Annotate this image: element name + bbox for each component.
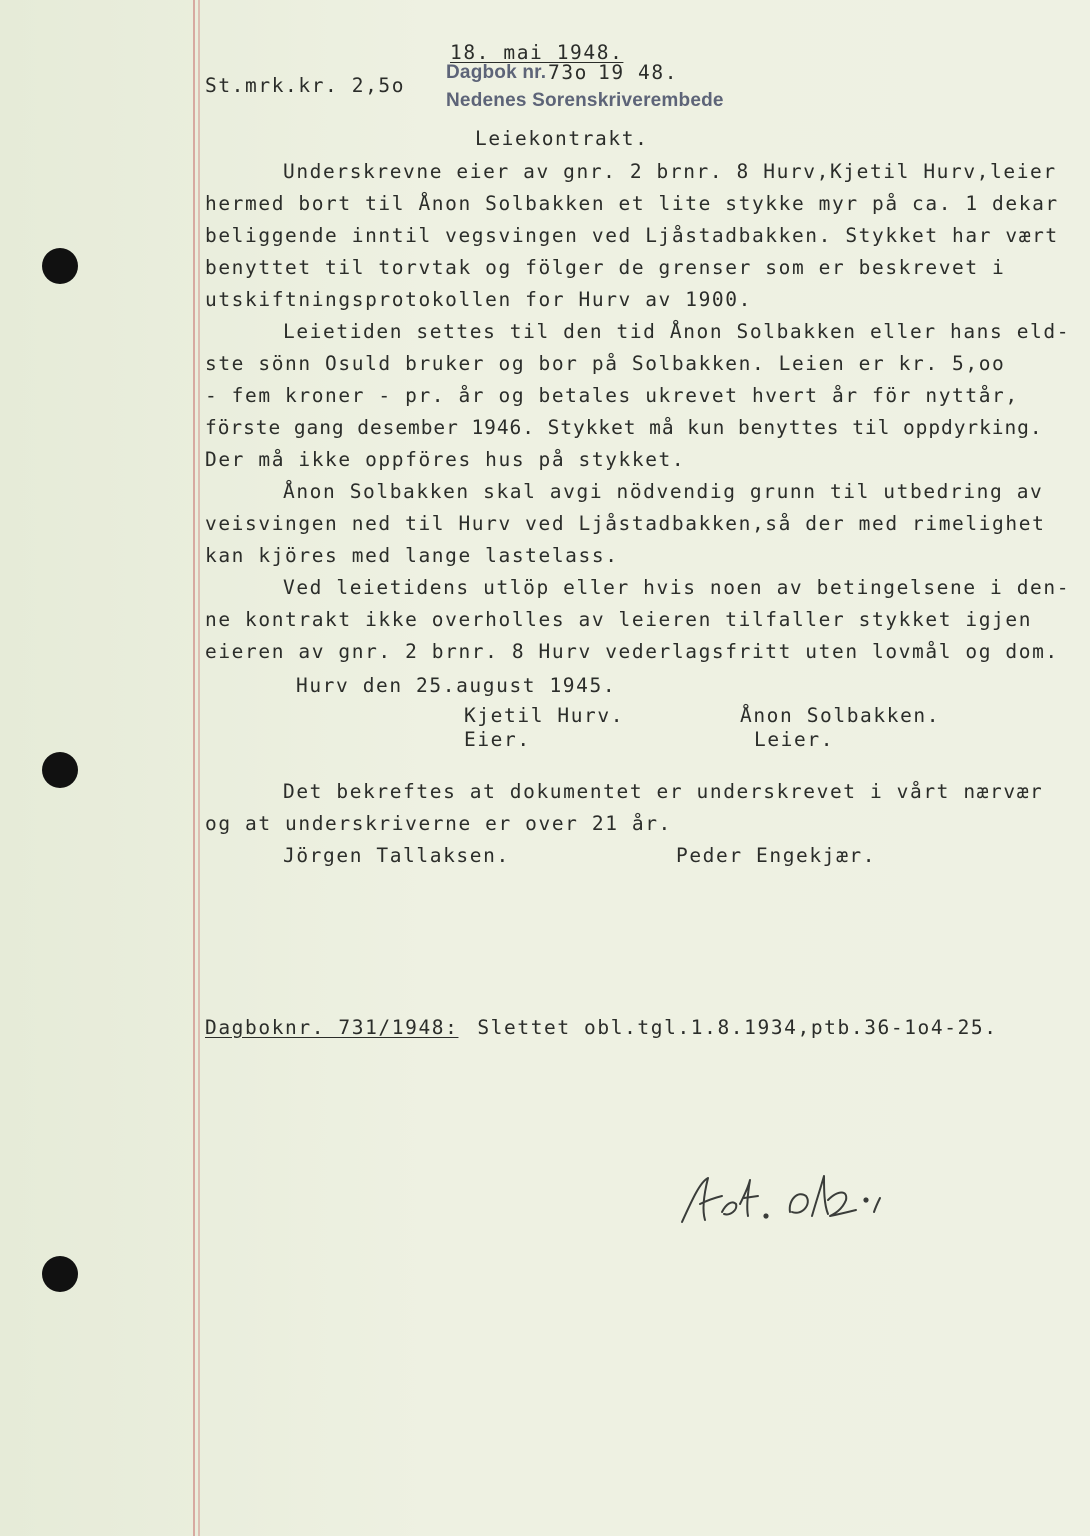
journal-year: 19 48. [598, 61, 679, 84]
journal-number: 73o [548, 61, 589, 84]
registration-date: 18. mai 1948. [450, 41, 624, 64]
journal-label: Dagbok nr. [446, 62, 547, 83]
owner-name: Kjetil Hurv. [464, 704, 625, 727]
body-line: - fem kroner - pr. år og betales ukrevet hvert år för nyttår, [205, 384, 1019, 407]
note-text: Slettet obl.tgl.1.8.1934,ptb.36-1o4-25. [464, 1016, 998, 1039]
place-date: Hurv den 25.august 1945. [296, 674, 617, 697]
body-line: beliggende inntil vegsvingen ved Ljåstadbakken. Stykket har vært [205, 224, 1059, 247]
body-line: benyttet til torvtak og fölger de grenser som er beskrevet i [205, 256, 1006, 279]
body-line: Leietiden settes til den tid Ånon Solbakken eller hans eld- [283, 320, 1071, 343]
body-line: Ved leietidens utlöp eller hvis noen av betingelsene i den- [283, 576, 1071, 599]
body-line: Underskrevne eier av gnr. 2 brnr. 8 Hurv,Kjetil Hurv,leier [283, 160, 1057, 183]
office-stamp: Nedenes Sorenskriverembede [446, 90, 724, 111]
punch-hole-icon [42, 1256, 78, 1292]
body-line: utskiftningsprotokollen for Hurv av 1900. [205, 288, 752, 311]
body-line: Ånon Solbakken skal avgi nödvendig grunn til utbedring av [283, 480, 1044, 503]
body-line: förste gang desember 1946. Stykket må kun benyttes til oppdyrking. [205, 416, 1043, 439]
body-line: veisvingen ned til Hurv ved Ljåstadbakken,så der med rimelighet [205, 512, 1046, 535]
note-reference: Dagboknr. 731/1948: [205, 1016, 459, 1039]
handwritten-signature [678, 1160, 928, 1240]
body-line: ne kontrakt ikke overholles av leieren tilfaller stykket igjen [205, 608, 1033, 631]
witness-line: Det bekreftes at dokumentet er underskrevet i vårt nærvær [283, 780, 1044, 803]
stamp-fee: St.mrk.kr. 2,5o [205, 74, 406, 97]
witness-second: Peder Engekjær. [676, 844, 877, 867]
body-line: kan kjöres med lange lastelass. [205, 544, 619, 567]
tenant-role: Leier. [754, 728, 835, 751]
witness-line: og at underskriverne er over 21 år. [205, 812, 672, 835]
punch-hole-icon [42, 752, 78, 788]
document-title: Leiekontrakt. [475, 127, 649, 150]
punch-hole-icon [42, 248, 78, 284]
body-line: eieren av gnr. 2 brnr. 8 Hurv vederlagsfritt uten lovmål og dom. [205, 640, 1059, 663]
body-line: ste sönn Osuld bruker og bor på Solbakken. Leien er kr. 5,oo [205, 352, 1006, 375]
margin-line [193, 0, 195, 1536]
body-line: Der må ikke oppföres hus på stykket. [205, 448, 686, 471]
body-line: hermed bort til Ånon Solbakken et lite stykke myr på ca. 1 dekar [205, 192, 1059, 215]
witness-first: Jörgen Tallaksen. [283, 844, 510, 867]
tenant-name: Ånon Solbakken. [740, 704, 941, 727]
owner-role: Eier. [464, 728, 531, 751]
margin-line-secondary [198, 0, 200, 1536]
